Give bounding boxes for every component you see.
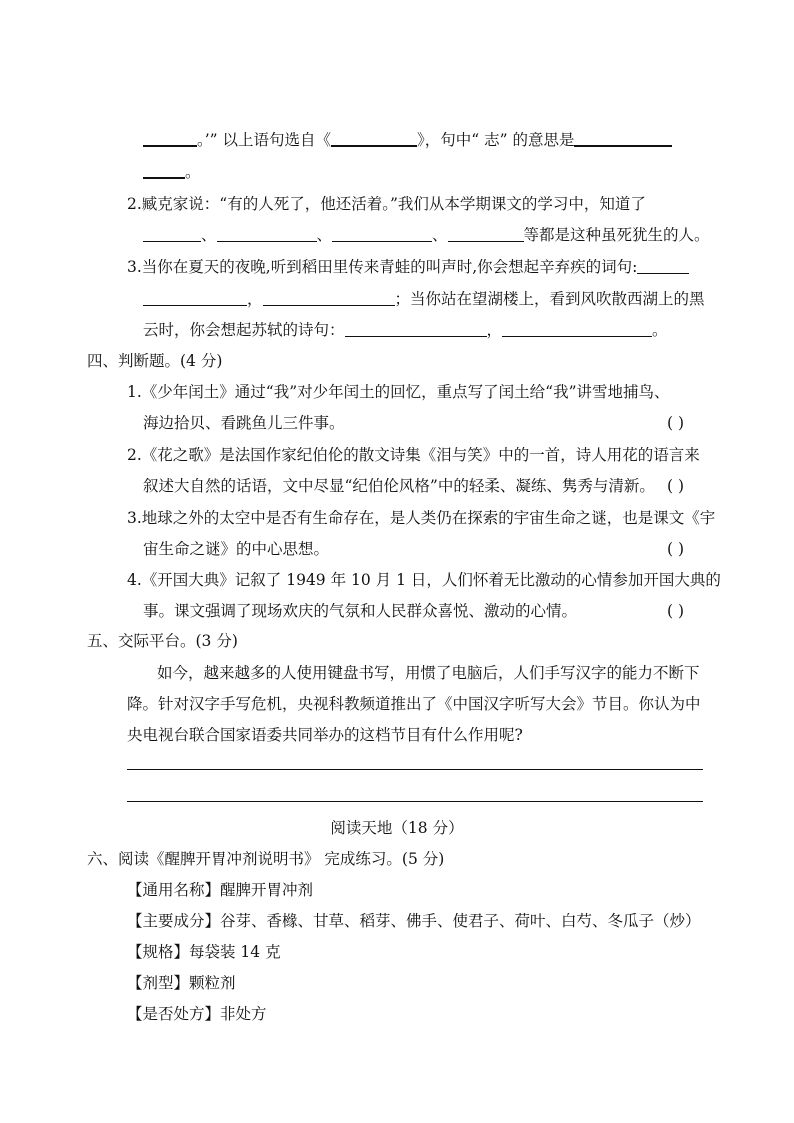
judge-item-3-line2: 宙生命之谜》的中心思想。: [143, 540, 330, 558]
section-4-title: 四、判断题。(4 分): [87, 352, 223, 370]
judge-item-1-line2: 海边拾贝、看跳鱼儿三件事。: [143, 414, 345, 432]
q1-end: 。: [185, 163, 201, 181]
instruction-row-form: 【剂型】颗粒剂: [127, 974, 236, 992]
q1-continuation-line2: [143, 162, 201, 182]
q1-text-a: 。’” 以上语句选自《: [197, 131, 332, 149]
answer-blank[interactable]: [345, 322, 487, 337]
comma: ，: [247, 290, 263, 308]
answer-blank[interactable]: [217, 227, 317, 242]
answer-blank[interactable]: [332, 227, 432, 242]
judge-answer-4[interactable]: ( ): [667, 602, 685, 620]
judge-item-1-line1: 1.《少年闰土》通过“我”对少年闰土的回忆，重点写了闰土给“我”讲雪地捕鸟、: [127, 383, 670, 401]
q3-line3: [143, 320, 668, 340]
instruction-row-spec: 【规格】每袋装 14 克: [127, 943, 281, 961]
q3-text-3: 云时，你会想起苏轼的诗句：: [143, 321, 345, 339]
answer-blank[interactable]: [143, 227, 201, 242]
q1-text-b: 》，句中“ 志” 的意思是: [417, 131, 575, 149]
answer-blank[interactable]: [143, 131, 197, 147]
q3-line2: [143, 289, 705, 309]
answer-blank[interactable]: [143, 163, 185, 179]
judge-item-4-line2: 事。课文强调了现场欢庆的气氛和人民群众喜悦、激动的心情。: [143, 602, 578, 620]
answer-blank[interactable]: [263, 291, 395, 306]
q2-tail: 等都是这种虽死犹生的人。: [523, 226, 710, 244]
reading-heading: 阅读天地（18 分）: [330, 819, 464, 837]
answer-blank[interactable]: [331, 131, 417, 147]
judge-item-2-line1: 2.《花之歌》是法国作家纪伯伦的散文诗集《泪与笑》中的一首，诗人用花的语言来: [127, 446, 700, 464]
q1-continuation: [143, 130, 672, 150]
judge-item-3-line1: 3.地球之外的太空中是否有生命存在，是人类仍在探索的宇宙生命之谜，也是课文《宇: [127, 509, 716, 527]
answer-line[interactable]: [127, 801, 703, 802]
judge-item-2-line2: 叙述大自然的话语，文中尽显“纪伯伦风格”中的轻柔、凝练、隽秀与清新。: [143, 477, 655, 495]
instruction-row-ingredients: 【主要成分】谷芽、香橼、甘草、稻芽、佛手、使君子、荷叶、白芍、冬瓜子（炒）: [127, 912, 701, 930]
answer-blank[interactable]: [448, 227, 524, 242]
judge-answer-3[interactable]: ( ): [667, 540, 685, 558]
judge-answer-2[interactable]: ( ): [667, 477, 685, 495]
judge-item-4-line1: 4.《开国大典》记叙了 1949 年 10 月 1 日，人们怀着无比激动的心情参加开国大典的: [127, 571, 721, 589]
section-6-title: 六、阅读《醒脾开胃冲剂说明书》 完成练习。(5 分): [87, 850, 445, 868]
q3-text-2: ；当你站在望湖楼上，看到风吹散西湖上的黑: [394, 290, 705, 308]
separator: 、: [201, 226, 217, 244]
judge-answer-1[interactable]: ( ): [667, 414, 685, 432]
q3-text-1: 3.当你在夏天的夜晚,听到稻田里传来青蛙的叫声时,你会想起辛弃疾的词句:: [127, 258, 638, 276]
section-5-title: 五、交际平台。(3 分): [87, 632, 238, 650]
instruction-row-name: 【通用名称】醒脾开胃冲剂: [127, 881, 314, 899]
q2-line2: [143, 225, 710, 245]
answer-blank[interactable]: [502, 322, 652, 337]
talk-line-2: 降。针对汉字手写危机，央视科教频道推出了《中国汉字听写大会》节目。你认为中: [127, 695, 701, 713]
q3-end: 。: [652, 321, 668, 339]
q2-line1: 2.臧克家说：“有的人死了，他还活着。”我们从本学期课文的学习中，知道了: [127, 195, 646, 213]
answer-blank[interactable]: [574, 131, 672, 147]
instruction-row-prescription: 【是否处方】非处方: [127, 1005, 267, 1023]
separator: 、: [316, 226, 333, 244]
answer-line[interactable]: [127, 769, 703, 770]
talk-line-3: 央电视台联合国家语委共同举办的这档节目有什么作用呢?: [127, 726, 523, 744]
separator: 、: [432, 226, 448, 244]
answer-blank[interactable]: [143, 291, 247, 306]
answer-blank[interactable]: [637, 259, 689, 274]
talk-line-1: 如今，越来越多的人使用键盘书写，用惯了电脑后，人们手写汉字的能力不断下: [157, 664, 700, 682]
comma: ，: [486, 321, 503, 339]
q3-line1: [127, 257, 689, 277]
